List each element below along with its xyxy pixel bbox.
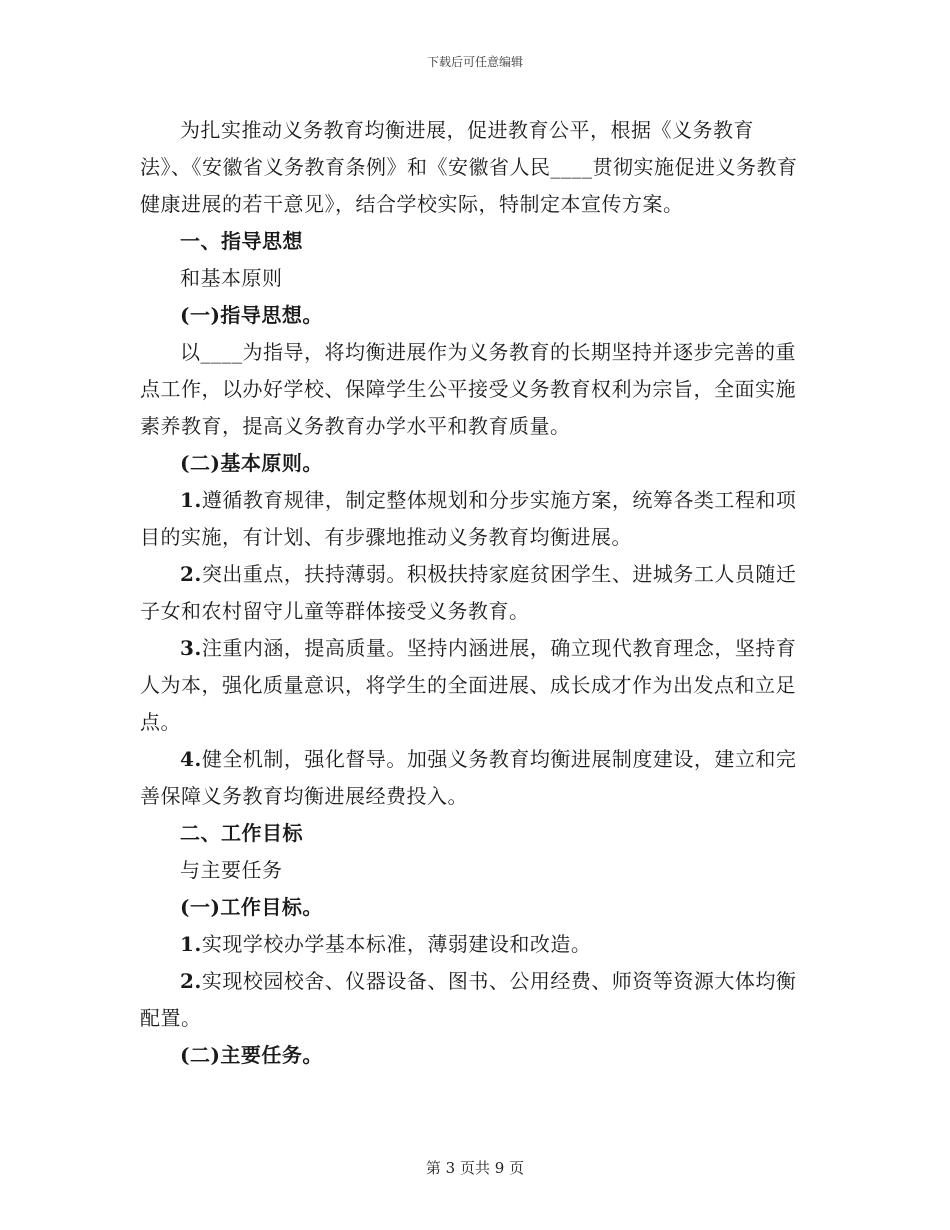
list-text: 注重内涵，提高质量。坚持内涵进展，确立现代教育理念，坚持育人为本，强化质量意识，将学生的全面进展、成长成才作为出发点和立足点。 (140, 636, 797, 734)
guiding-thought-paragraph: 以____为指导，将均衡进展作为义务教育的长期坚持并逐步完善的重点工作，以办好学校、保障学生公平接受义务教育权利为宗旨，全面实施素养教育，提高义务教育办学水平和教育质量。 (140, 340, 796, 438)
subheading-guiding-thought: (一)指导思想。 (180, 303, 323, 327)
intro-paragraph: 为扎实推动义务教育均衡进展，促进教育公平，根据《义务教育法》、《安徽省义务教育条例》和《安徽省人民____贯彻实施促进义务教育健康进展的若干意见》，结合学校实际，特制定本宣传方案。 (140, 118, 798, 216)
page-header: 下载后可任意编辑 (426, 55, 523, 69)
list-number: 3. (180, 636, 202, 660)
list-number: 4. (180, 747, 202, 771)
list-text: 实现学校办学基本标准，薄弱建设和改造。 (201, 932, 592, 956)
list-number: 1. (180, 488, 202, 512)
principle-item-2 (140, 556, 800, 630)
section-heading-1-continuation: 和基本原则 (180, 266, 283, 290)
subheading-main-tasks: (二)主要任务。 (180, 1043, 323, 1067)
list-text: 遵循教育规律，制定整体规划和分步实施方案，统筹各类工程和项目的实施，有计划、有步骤地推动义务教育均衡进展。 (140, 488, 797, 549)
subheading-basic-principles: (二)基本原则。 (180, 451, 323, 475)
list-number: 2. (180, 562, 202, 586)
list-text: 实现校园校舍、仪器设备、图书、公用经费、师资等资源大体均衡配置。 (140, 969, 797, 1030)
list-number: 2. (180, 969, 202, 993)
subheading-work-goals: (一)工作目标。 (180, 895, 323, 919)
principle-item-3 (140, 630, 800, 741)
goal-item-2 (140, 963, 800, 1037)
document-body (140, 112, 800, 1074)
principle-item-4 (140, 741, 800, 815)
list-text: 健全机制，强化督导。加强义务教育均衡进展制度建设，建立和完善保障义务教育均衡进展经费投入。 (140, 747, 797, 808)
list-number: 1. (180, 932, 202, 956)
section-heading-2-continuation: 与主要任务 (180, 858, 283, 882)
goal-item-1 (140, 926, 800, 963)
list-text: 突出重点，扶持薄弱。积极扶持家庭贫困学生、进城务工人员随迁子女和农村留守儿童等群体接受义务教育。 (140, 562, 797, 623)
section-heading-2: 二、工作目标 (180, 821, 303, 845)
section-heading-1: 一、指导思想 (180, 229, 303, 253)
principle-item-1 (140, 482, 800, 556)
page-footer: 第 3 页共 9 页 (425, 1159, 525, 1177)
